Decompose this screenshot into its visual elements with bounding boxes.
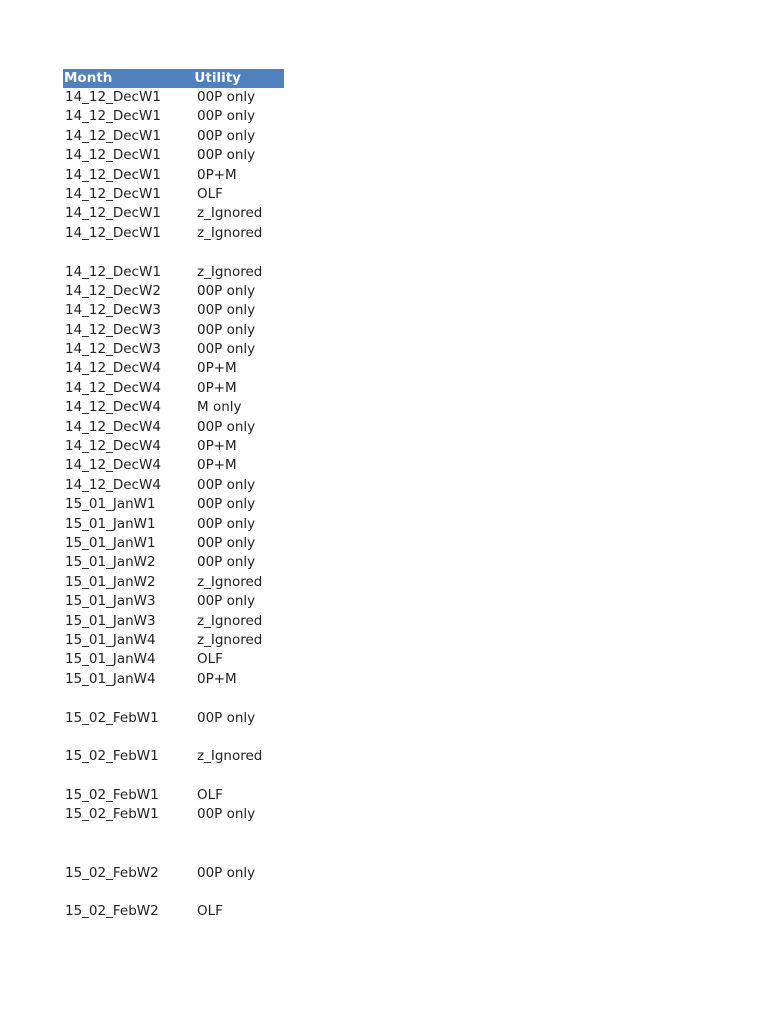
table-row [63,786,287,805]
month-cell[interactable]: 15_01_JanW1 [65,496,156,513]
table-row [63,301,287,320]
month-cell[interactable]: 14_12_DecW4 [65,360,161,377]
month-cell[interactable]: 14_12_DecW4 [65,399,161,416]
table-row [63,263,287,282]
utility-cell[interactable]: z_Ignored [197,573,263,590]
utility-cell[interactable]: OLF [197,903,223,920]
month-cell[interactable]: 14_12_DecW1 [65,147,161,164]
table-row [63,359,287,378]
month-cell[interactable]: 15_01_JanW4 [65,631,156,648]
month-cell[interactable]: 15_02_FebW2 [65,903,159,920]
table-row [63,650,287,669]
column-header-utility[interactable]: Utility [194,70,241,86]
spreadsheet-table [63,69,287,922]
utility-cell[interactable]: 00P only [197,108,256,125]
month-cell[interactable] [63,689,195,708]
utility-cell[interactable]: 00P only [197,282,256,299]
month-cell[interactable]: 14_12_DecW2 [65,282,161,299]
table-row [63,204,287,223]
table-row [63,340,287,359]
month-cell[interactable]: 14_12_DecW1 [65,205,161,222]
utility-cell[interactable]: 00P only [197,127,256,144]
table-row [63,631,287,650]
table-row [63,88,287,107]
table-row [63,107,287,126]
table-row [63,534,287,553]
table-row [63,127,287,146]
table-row [63,553,287,572]
month-cell[interactable]: 14_12_DecW1 [65,185,161,202]
month-cell[interactable] [63,825,195,844]
table-row [63,883,287,902]
utility-cell[interactable]: 0P+M [197,438,237,455]
column-header-month[interactable]: Month [64,70,113,86]
utility-cell[interactable]: OLF [197,787,223,804]
table-row [63,747,287,766]
utility-cell[interactable]: 00P only [197,709,256,726]
table-row [63,767,287,786]
month-cell[interactable]: 14_12_DecW4 [65,476,161,493]
table-row [63,825,287,844]
month-cell[interactable]: 14_12_DecW1 [65,166,161,183]
utility-cell[interactable]: 0P+M [197,360,237,377]
table-row [63,573,287,592]
month-cell[interactable] [63,243,195,262]
utility-cell[interactable]: 00P only [197,321,256,338]
month-cell[interactable]: 14_12_DecW3 [65,302,161,319]
utility-cell[interactable]: 00P only [197,476,256,493]
month-cell[interactable]: 15_02_FebW2 [65,864,159,881]
utility-cell[interactable]: 00P only [197,593,256,610]
table-body [63,88,287,922]
utility-cell[interactable]: z_Ignored [197,631,263,648]
utility-cell[interactable] [195,883,287,902]
utility-cell[interactable]: OLF [197,185,223,202]
table-header-row [63,69,284,88]
utility-cell[interactable]: z_Ignored [197,748,263,765]
table-row [63,166,287,185]
utility-cell[interactable]: 0P+M [197,379,237,396]
utility-cell[interactable] [195,689,287,708]
table-row [63,418,287,437]
month-cell[interactable]: 15_02_FebW1 [65,806,159,823]
month-cell[interactable] [63,844,195,863]
utility-cell[interactable] [195,243,287,262]
table-row [63,379,287,398]
utility-cell[interactable]: z_Ignored [197,263,263,280]
utility-cell[interactable]: 00P only [197,89,256,105]
table-row [63,902,287,921]
table-row [63,709,287,728]
utility-cell[interactable]: 00P only [197,515,256,532]
utility-cell[interactable]: z_Ignored [197,224,263,241]
table-row [63,185,287,204]
utility-cell[interactable]: 00P only [197,147,256,164]
month-cell[interactable]: 15_01_JanW1 [65,534,156,551]
month-cell[interactable]: 15_01_JanW4 [65,670,156,687]
table-row [63,689,287,708]
month-cell[interactable]: 14_12_DecW3 [65,341,161,358]
table-row [63,592,287,611]
month-cell[interactable]: 15_01_JanW4 [65,651,156,668]
month-cell[interactable]: 15_01_JanW2 [65,554,156,571]
table-row [63,670,287,689]
utility-cell[interactable] [195,844,287,863]
month-cell[interactable]: 15_01_JanW3 [65,593,156,610]
utility-cell[interactable]: 00P only [197,496,256,513]
table-row [63,612,287,631]
month-cell[interactable]: 15_01_JanW3 [65,612,156,629]
utility-cell[interactable]: 00P only [197,418,256,435]
month-cell[interactable]: 14_12_DecW1 [65,108,161,125]
month-cell[interactable]: 14_12_DecW1 [65,263,161,280]
utility-cell[interactable] [195,728,287,747]
month-cell[interactable]: 14_12_DecW1 [65,89,161,105]
month-cell[interactable]: 14_12_DecW1 [65,127,161,144]
utility-cell[interactable]: 00P only [197,302,256,319]
utility-cell[interactable]: 00P only [197,806,256,823]
utility-cell[interactable]: 00P only [197,554,256,571]
utility-cell[interactable]: z_Ignored [197,205,263,222]
table-row [63,844,287,863]
month-cell[interactable] [63,728,195,747]
table-row [63,515,287,534]
month-cell[interactable]: 15_01_JanW2 [65,573,156,590]
table-row [63,495,287,514]
month-cell[interactable]: 15_01_JanW1 [65,515,156,532]
table-row [63,321,287,340]
utility-cell[interactable]: 0P+M [197,166,237,183]
table-row [63,456,287,475]
table-row [63,476,287,495]
utility-cell[interactable]: 0P+M [197,457,237,474]
month-cell[interactable]: 15_02_FebW1 [65,787,159,804]
table-row [63,805,287,824]
table-row [63,864,287,883]
month-cell[interactable]: 14_12_DecW3 [65,321,161,338]
month-cell[interactable]: 15_02_FebW1 [65,748,159,765]
month-cell[interactable] [63,767,195,786]
month-cell[interactable]: 15_02_FebW1 [65,709,159,726]
table-row [63,146,287,165]
month-cell[interactable]: 14_12_DecW4 [65,457,161,474]
utility-cell[interactable]: 00P only [197,341,256,358]
table-row [63,398,287,417]
utility-cell[interactable]: 00P only [197,534,256,551]
month-cell[interactable]: 14_12_DecW4 [65,379,161,396]
utility-cell[interactable]: 0P+M [197,670,237,687]
month-cell[interactable]: 14_12_DecW4 [65,438,161,455]
utility-cell[interactable]: OLF [197,651,223,668]
table-row [63,437,287,456]
month-cell[interactable]: 14_12_DecW1 [65,224,161,241]
table-row [63,728,287,747]
table-row [63,224,287,243]
utility-cell[interactable] [195,767,287,786]
table-row [63,243,287,262]
month-cell[interactable] [63,883,195,902]
utility-cell[interactable]: M only [197,399,242,416]
utility-cell[interactable]: 00P only [197,864,256,881]
month-cell[interactable]: 14_12_DecW4 [65,418,161,435]
table-row [63,282,287,301]
utility-cell[interactable] [195,825,287,844]
utility-cell[interactable]: z_Ignored [197,612,263,629]
